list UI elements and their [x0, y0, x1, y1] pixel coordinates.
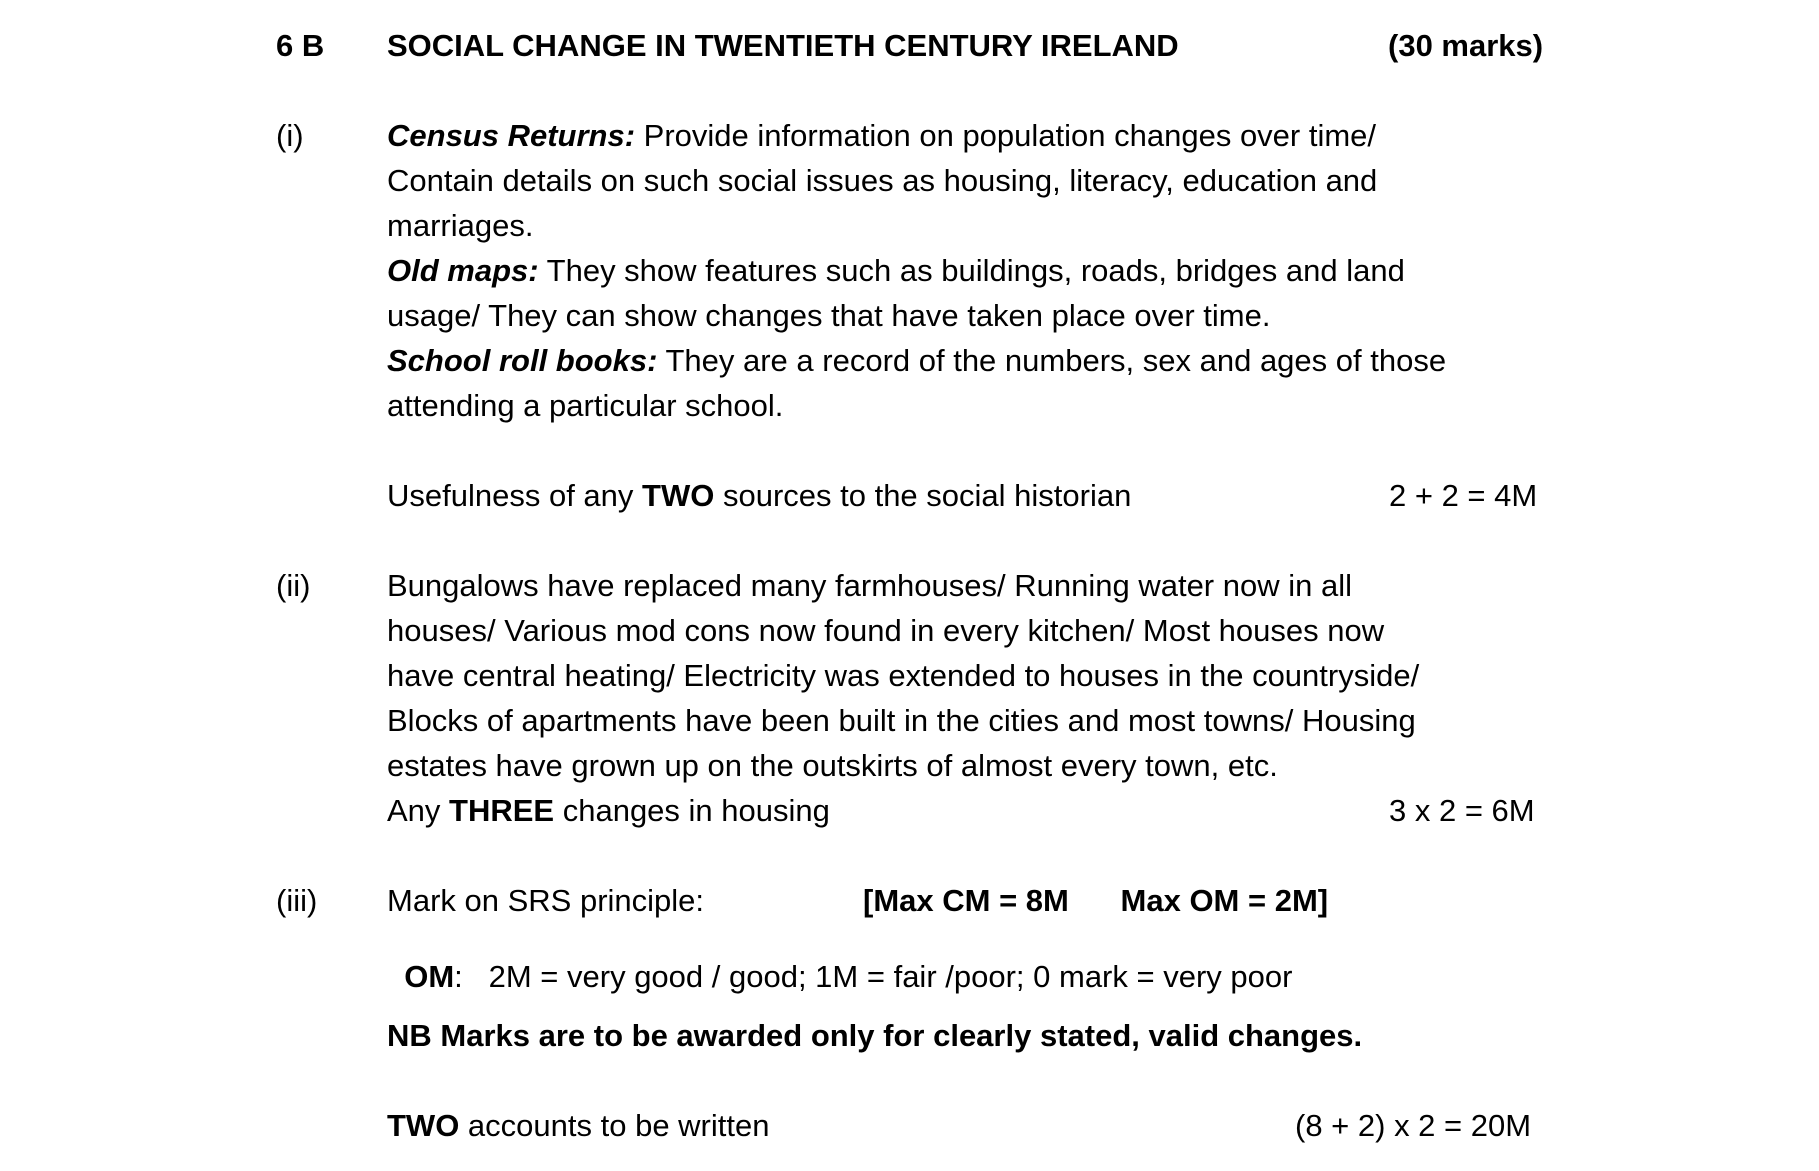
maps-line-1 [387, 255, 1405, 286]
usefulness-pre: Usefulness of any [387, 478, 643, 513]
housing-marks: 3 x 2 = 6M [1389, 793, 1535, 828]
school-text-1: They are a record of the numbers, sex and ages of those [657, 343, 1447, 378]
om-text: : 2M = very good / good; 1M = fair /poor; 0 mark = very poor [454, 959, 1293, 994]
any-pre: Any [387, 793, 450, 828]
usefulness-marks: 2 + 2 = 4M [1389, 478, 1538, 513]
two-post: accounts to be written [459, 1108, 770, 1143]
maps-line-2: usage/ They can show changes that have taken place over time. [387, 298, 1271, 333]
census-line-3: marriages. [387, 208, 534, 243]
census-text-1: Provide information on population changes over time/ [635, 118, 1377, 153]
housing-line-1: Bungalows have replaced many farmhouses/ Running water now in all [387, 568, 1352, 603]
om-line [387, 930, 1292, 992]
census-line-2: Contain details on such social issues as housing, literacy, education and [387, 163, 1378, 198]
question-number: 6 B [276, 28, 325, 63]
census-line-1 [387, 120, 1376, 151]
school-line-2: attending a particular school. [387, 388, 784, 423]
housing-line-3: have central heating/ Electricity was extended to houses in the countryside/ [387, 658, 1420, 693]
any-bold: THREE [449, 793, 555, 828]
max-marks: [Max CM = 8M Max OM = 2M] [863, 883, 1329, 918]
school-line-1 [387, 345, 1446, 376]
housing-line-4: Blocks of apartments have been built in the cities and most towns/ Housing [387, 703, 1416, 738]
two-accounts-line [387, 1110, 769, 1141]
section-title: SOCIAL CHANGE IN TWENTIETH CENTURY IRELAND [387, 28, 1179, 63]
housing-line-5: estates have grown up on the outskirts of almost every town, etc. [387, 748, 1278, 783]
maps-label: Old maps: [387, 253, 539, 288]
om-label: OM [404, 959, 455, 994]
usefulness-post: sources to the social historian [714, 478, 1132, 513]
two-bold: TWO [387, 1108, 460, 1143]
srs-principle: Mark on SRS principle: [387, 883, 705, 918]
total-marks: (30 marks) [1388, 28, 1544, 63]
any-post: changes in housing [554, 793, 830, 828]
maps-text-1: They show features such as buildings, roads, bridges and land [538, 253, 1405, 288]
census-label: Census Returns: [387, 118, 636, 153]
housing-line-2: houses/ Various mod cons now found in every kitchen/ Most houses now [387, 613, 1385, 648]
usefulness-line [387, 480, 1131, 511]
part-iii-label: (iii) [276, 883, 318, 918]
school-label: School roll books: [387, 343, 658, 378]
nb-note: NB Marks are to be awarded only for clearly stated, valid changes. [387, 1018, 1363, 1053]
any-three-line [387, 795, 830, 826]
accounts-marks: (8 + 2) x 2 = 20M [1295, 1108, 1532, 1143]
part-i-label: (i) [276, 118, 304, 153]
usefulness-bold: TWO [642, 478, 715, 513]
part-ii-label: (ii) [276, 568, 311, 603]
